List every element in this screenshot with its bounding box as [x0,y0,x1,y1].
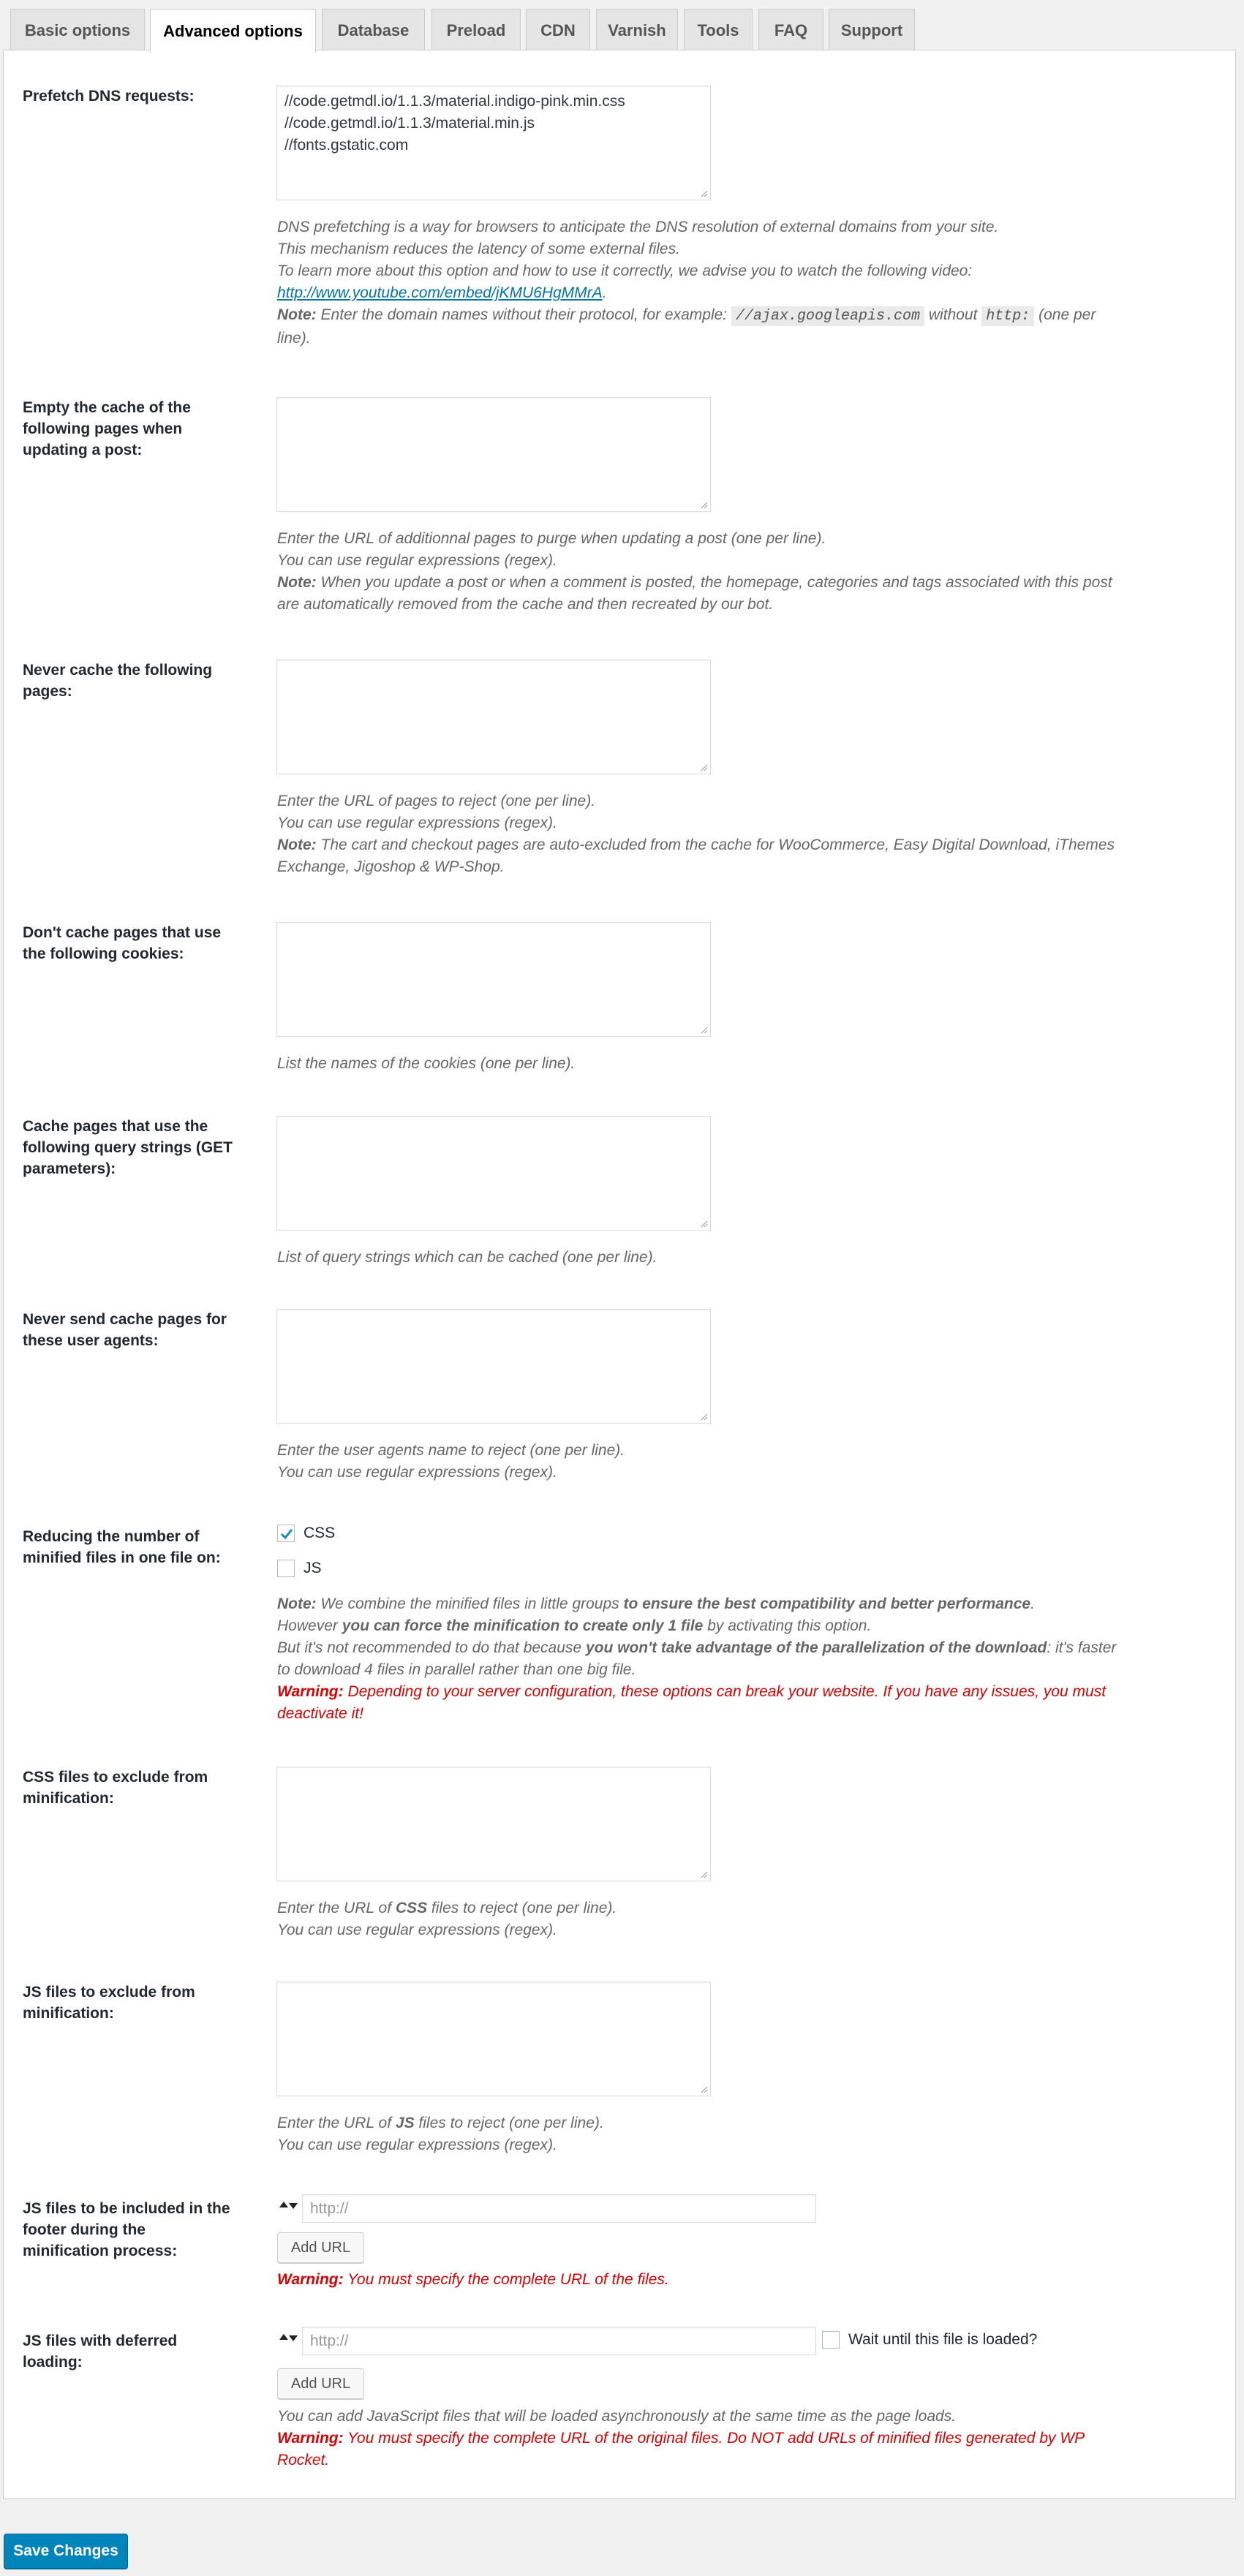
desc-line: List the names of the cookies (one per line). [277,1055,576,1072]
minify-combine-label: Reducing the number of minified files in one file on: [23,1528,221,1566]
desc-line: This mechanism reduces the latency of some external files. [277,241,680,257]
query-strings-description [277,1247,1221,1269]
note-text: (one per [1038,306,1096,323]
css-exclude-description [277,1897,1221,1941]
note-bold: to ensure the best compatibility and better performance [623,1595,1031,1612]
prefetch-dns-description [277,216,1221,350]
resize-grip-icon[interactable] [699,1870,708,1878]
css-checkbox[interactable] [277,1525,295,1542]
js-deferred-url-input[interactable]: http:// [302,2327,816,2355]
desc-line: are automatically removed from the cache and then recreated by our bot. [277,596,774,613]
user-agents-description [277,1440,1221,1484]
note-label: Note: [277,836,317,853]
css-exclude-textarea[interactable] [276,1767,711,1881]
dns-line: //code.getmdl.io/1.1.3/material.min.js [284,115,535,132]
resize-grip-icon[interactable] [699,500,708,509]
note-text: The cart and checkout pages are auto-excluded from the cache for WooCommerce, Easy Digital Download, iThemes [320,836,1115,853]
period: . [602,284,607,301]
query-strings-textarea[interactable] [276,1116,711,1231]
tab-basic-options[interactable]: Basic options [10,9,145,51]
tab-bar [0,0,1244,51]
desc-bold: JS [395,2115,415,2131]
resize-grip-icon[interactable] [699,189,708,197]
wait-until-loaded-label[interactable]: Wait until this file is loaded? [848,2331,1038,2348]
purge-pages-description [277,528,1221,616]
desc-line: You can use regular expressions (regex). [277,552,557,569]
css-checkbox-label[interactable]: CSS [304,1525,336,1541]
drag-sort-icon[interactable] [279,2333,299,2347]
drag-sort-icon[interactable] [279,2200,299,2215]
note-text: Enter the domain names without their protocol, for example: [320,306,728,323]
warning-text: You must specify the complete URL of the original files. Do NOT add URLs of minified files generated by WP [347,2430,1085,2447]
warning-text: deactivate it! [277,1705,363,1722]
desc-line: You can use regular expressions (regex). [277,2137,557,2153]
wait-until-loaded-checkbox[interactable] [822,2331,840,2349]
note-text: : it's faster [1047,1639,1117,1656]
tab-preload[interactable]: Preload [431,9,521,51]
desc-line: Enter the URL of additionnal pages to purge when updating a post (one per line). [277,530,826,547]
resize-grip-icon[interactable] [699,1412,708,1421]
desc-line: To learn more about this option and how to use it correctly, we advise you to watch the following video: [277,262,973,279]
desc-line: Enter the URL of pages to reject (one per line). [277,793,596,809]
note-bold: you can force the minification to create only 1 file [342,1617,704,1634]
desc-line: List of query strings which can be cached (one per line). [277,1249,657,1266]
cookies-description [277,1053,1221,1075]
minify-combine-description [277,1593,1221,1725]
note-label: Note: [277,306,317,323]
never-cache-label: Never cache the following pages: [23,662,213,700]
resize-grip-icon[interactable] [699,2085,708,2093]
js-footer-label: JS files to be included in the footer during the minification process: [23,2200,230,2259]
user-agents-textarea[interactable] [276,1309,711,1424]
js-footer-url-input[interactable]: http:// [302,2194,816,2223]
desc-line: DNS prefetching is a way for browsers to anticipate the DNS resolution of external domains from your site. [277,219,999,235]
note-text: . [1030,1595,1035,1612]
prefetch-dns-textarea[interactable] [276,86,711,200]
dns-line: //fonts.gstatic.com [284,137,409,154]
desc-line: You can use regular expressions (regex). [277,815,557,831]
js-checkbox[interactable] [277,1560,295,1577]
js-deferred-description [277,2406,1221,2471]
note-bold: you won't take advantage of the parallelization of the download [585,1639,1047,1656]
purge-pages-label: Empty the cache of the following pages when updating a post: [23,399,191,458]
prefetch-dns-label: Prefetch DNS requests: [23,88,195,105]
note-text: without [928,306,978,323]
note-text: But it's not recommended to do that because [277,1639,582,1656]
dns-line: //code.getmdl.io/1.1.3/material.indigo-pink.min.css [284,93,625,110]
cookies-textarea[interactable] [276,922,711,1037]
save-changes-button[interactable]: Save Changes [4,2534,128,2569]
desc-text: files to reject (one per line). [418,2115,604,2131]
resize-grip-icon[interactable] [699,763,708,771]
js-exclude-description [277,2112,1221,2156]
desc-line: Exchange, Jigoshop & WP-Shop. [277,858,505,875]
desc-line: You can add JavaScript files that will be loaded asynchronously at the same time as the page loads. [277,2408,957,2425]
desc-bold: CSS [395,1900,428,1916]
css-exclude-label: CSS files to exclude from minification: [23,1769,208,1807]
tab-cdn[interactable]: CDN [526,9,590,51]
js-exclude-textarea[interactable] [276,1982,711,2096]
note-text: We combine the minified files in little groups [320,1595,619,1612]
code-sample: http: [981,306,1034,326]
desc-line: Enter the user agents name to reject (one per line). [277,1442,625,1459]
never-cache-textarea[interactable] [276,660,711,774]
tab-support[interactable]: Support [829,9,915,51]
resize-grip-icon[interactable] [699,1219,708,1228]
warning-text: You must specify the complete URL of the files. [347,2271,669,2288]
warning-label: Warning: [277,1683,344,1700]
js-exclude-label: JS files to exclude from minification: [23,1984,195,2022]
note-label: Note: [277,574,317,591]
cookies-label: Don't cache pages that use the following cookies: [23,924,222,962]
desc-line: to download 4 files in parallel rather than one big file. [277,1661,636,1678]
note-text: by activating this option. [707,1617,872,1634]
warning-label: Warning: [277,2271,344,2288]
video-link[interactable]: http://www.youtube.com/embed/jKMU6HgMMrA [277,284,603,301]
desc-text: Enter the URL of [277,2115,392,2131]
code-sample: //ajax.googleapis.com [731,306,924,326]
js-deferred-add-url-button[interactable]: Add URL [277,2368,364,2399]
tab-advanced-options[interactable]: Advanced options [150,9,316,53]
user-agents-label: Never send cache pages for these user agents: [23,1311,227,1349]
tab-tools[interactable]: Tools [684,9,753,51]
js-checkbox-label[interactable]: JS [304,1560,322,1576]
query-strings-label: Cache pages that use the following query strings (GET parameters): [23,1118,233,1177]
checkmark-icon [278,1525,295,1543]
desc-text: Enter the URL of [277,1900,392,1916]
js-footer-warning [277,2269,1221,2291]
desc-line: line). [277,330,311,347]
tab-database[interactable]: Database [322,9,425,51]
purge-pages-textarea[interactable] [276,397,711,512]
resize-grip-icon[interactable] [699,1025,708,1034]
desc-line: You can use regular expressions (regex). [277,1922,557,1938]
warning-text: Depending to your server configuration, these options can break your website. If you have any issues, you must [347,1683,1107,1700]
note-label: Note: [277,1595,317,1612]
note-text: When you update a post or when a comment is posted, the homepage, categories and tags associated with this post [320,574,1112,591]
desc-line: You can use regular expressions (regex). [277,1464,557,1481]
tab-varnish[interactable]: Varnish [596,9,678,51]
settings-panel [3,50,1236,2499]
never-cache-description [277,790,1221,878]
warning-label: Warning: [277,2430,344,2447]
tab-faq[interactable]: FAQ [758,9,823,51]
desc-text: files to reject (one per line). [431,1900,617,1916]
warning-text: Rocket. [277,2452,330,2469]
js-footer-add-url-button[interactable]: Add URL [277,2232,364,2263]
js-deferred-label: JS files with deferred loading: [23,2333,178,2371]
note-text: However [277,1617,338,1634]
